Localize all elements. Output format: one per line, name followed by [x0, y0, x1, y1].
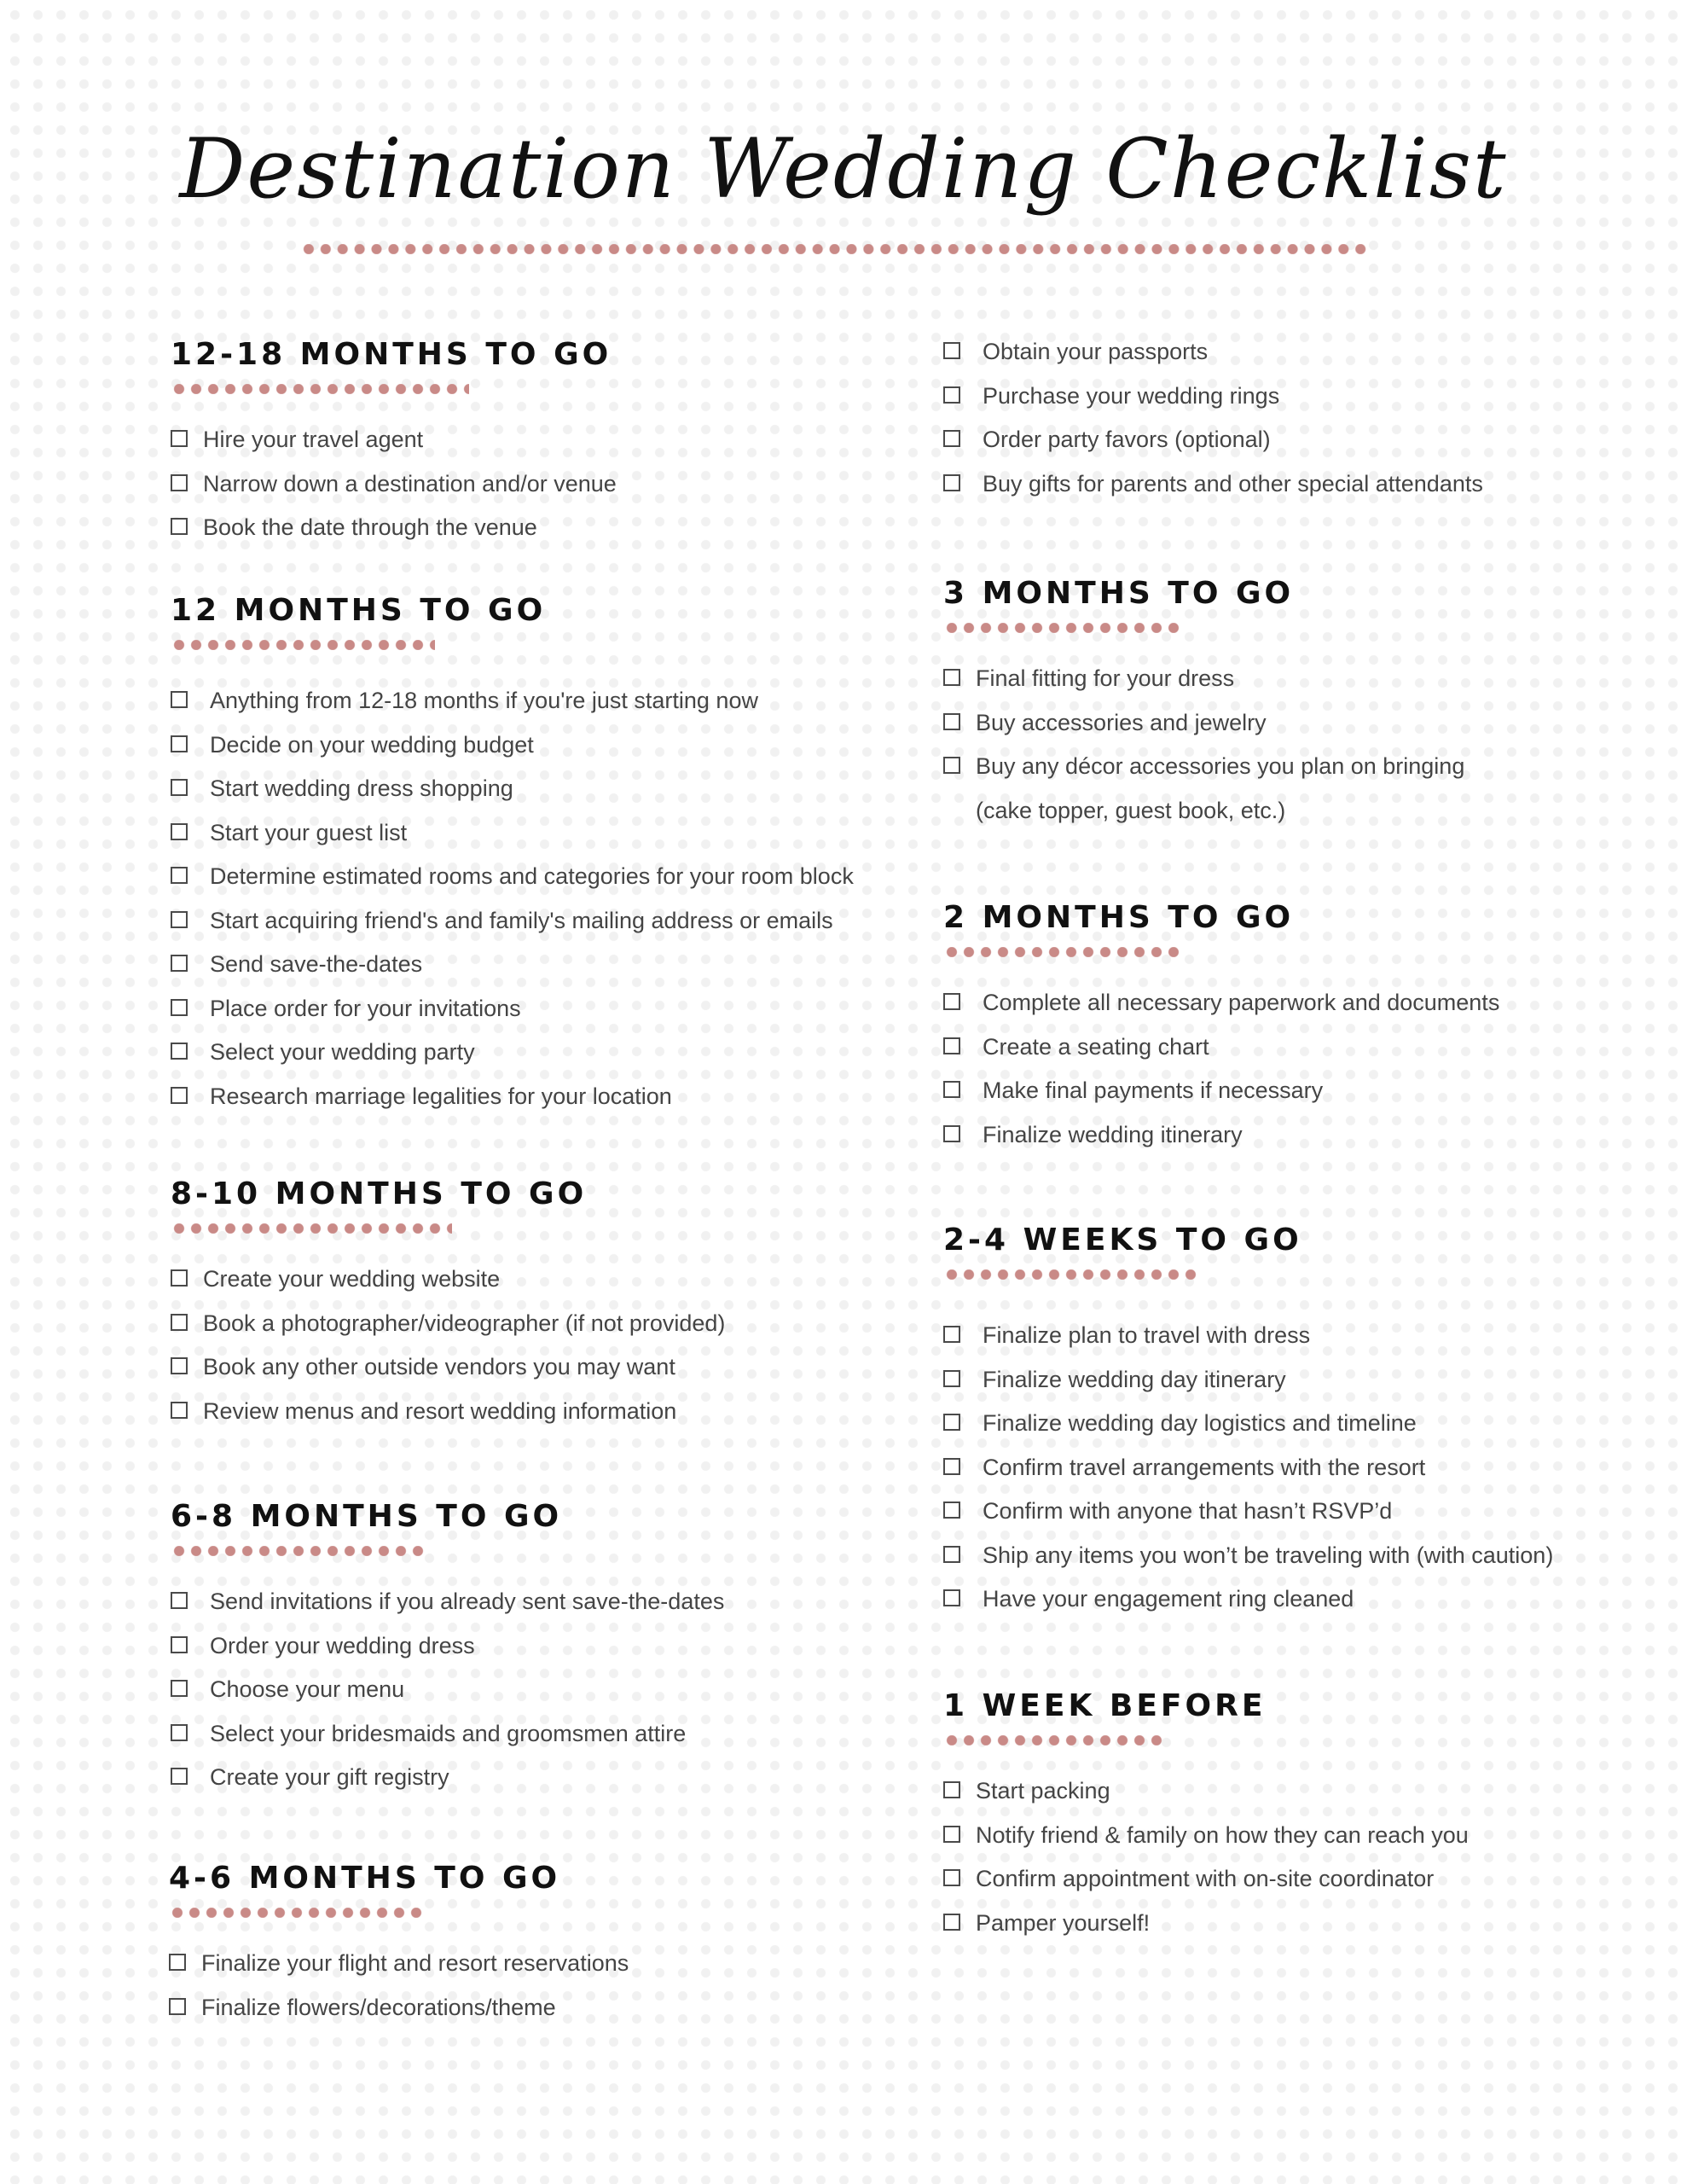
- checklist-item-label: Buy accessories and jewelry: [976, 709, 1267, 735]
- checklist-item: [171, 1390, 677, 1434]
- checklist-item: [171, 679, 758, 723]
- checklist-item-label: Confirm travel arrangements with the resort: [983, 1454, 1426, 1480]
- checklist-item-label: Start wedding dress shopping: [210, 775, 513, 801]
- checklist-item-label: Final fitting for your dress: [976, 665, 1235, 691]
- section-2-4-weeks: [943, 1222, 1554, 1622]
- checklist-item-label: Finalize your flight and resort reservations: [201, 1950, 629, 1976]
- checkbox[interactable]: [171, 1592, 188, 1609]
- checkbox[interactable]: [943, 342, 960, 359]
- checkbox[interactable]: [943, 993, 960, 1010]
- section-1-week-before: [943, 1687, 1469, 1945]
- checklist-item: [169, 1942, 629, 1986]
- checkbox[interactable]: [943, 713, 960, 730]
- checklist-item-label: Order party favors (optional): [983, 427, 1271, 452]
- checklist-item: [943, 1314, 1311, 1358]
- checklist-item-label: Create your wedding website: [203, 1266, 501, 1292]
- checklist-item-label: Confirm appointment with on-site coordinator: [976, 1866, 1435, 1891]
- checkbox[interactable]: [171, 955, 188, 972]
- checkbox[interactable]: [171, 430, 188, 447]
- checklist-item-label: Order your wedding dress: [210, 1632, 475, 1658]
- checkbox[interactable]: [171, 1680, 188, 1697]
- checklist-item: [171, 1075, 672, 1119]
- checklist-item-label: Narrow down a destination and/or venue: [203, 470, 617, 497]
- checklist-item-label: Book the date through the venue: [203, 514, 537, 540]
- checklist-item-label: Have your engagement ring cleaned: [983, 1586, 1354, 1612]
- checkbox[interactable]: [171, 823, 188, 840]
- checkbox[interactable]: [943, 1869, 960, 1886]
- checklist-item: [943, 1814, 1469, 1858]
- checkbox[interactable]: [943, 1826, 960, 1843]
- section-dotted-divider: [943, 623, 1182, 633]
- section-4-6-months: [169, 1860, 629, 2030]
- checklist-item-label: Book any other outside vendors you may want: [203, 1354, 675, 1380]
- section-6-8-months: [171, 1498, 725, 1800]
- checkbox[interactable]: [171, 911, 188, 928]
- checklist-item: [171, 855, 854, 899]
- checkbox[interactable]: [171, 691, 188, 708]
- checklist-item: [171, 811, 546, 856]
- section-3-months: [943, 575, 1465, 833]
- checkbox[interactable]: [171, 867, 188, 884]
- section-2-months: [943, 899, 1500, 1157]
- checklist-item-label: Create a seating chart: [983, 1033, 1209, 1060]
- section-dotted-divider: [171, 640, 435, 650]
- checklist-item-label: Ship any items you won’t be traveling with (with caution): [983, 1542, 1554, 1568]
- checklist-item: [171, 1302, 726, 1346]
- checklist-item-label: Confirm with anyone that hasn’t RSVP’d: [983, 1498, 1393, 1524]
- checklist-item-label: Start your guest list: [210, 819, 408, 845]
- checklist-item-label: Finalize plan to travel with dress: [983, 1322, 1311, 1348]
- checkbox[interactable]: [943, 1914, 960, 1931]
- checkbox[interactable]: [943, 386, 960, 404]
- checkbox[interactable]: [943, 1458, 960, 1475]
- section-12-months: [171, 592, 854, 1118]
- title-dotted-divider: [300, 244, 1368, 254]
- checklist-item-label: Hire your travel agent: [203, 427, 424, 452]
- checklist-item: [171, 1258, 587, 1302]
- checklist-item: [171, 943, 546, 987]
- checklist-item-label: Place order for your invitations: [210, 995, 521, 1021]
- checklist-item: [943, 745, 1465, 789]
- section-8-10-months: [171, 1176, 726, 1433]
- checklist-item: [943, 1902, 1266, 1946]
- section-dotted-divider: [943, 1735, 1165, 1745]
- checklist-item: [171, 987, 546, 1031]
- checklist-item: [943, 981, 1500, 1025]
- checklist-item: [171, 1712, 687, 1757]
- checklist-item-label: Select your bridesmaids and groomsmen attire: [210, 1720, 687, 1746]
- checkbox[interactable]: [943, 1370, 960, 1387]
- checkbox[interactable]: [171, 1269, 188, 1287]
- checklist-item: [171, 418, 612, 462]
- checklist-item: [943, 701, 1294, 746]
- checkbox[interactable]: [171, 999, 188, 1016]
- section-title: 12-18 MONTHS TO GO: [171, 337, 612, 372]
- section-12-18-months: [171, 336, 617, 550]
- checklist-item-label: Anything from 12-18 months if you're just starting now: [210, 688, 758, 713]
- checkbox[interactable]: [171, 779, 188, 796]
- checklist-item: [171, 899, 833, 944]
- section-dotted-divider: [171, 1223, 452, 1234]
- checklist-item-label: Purchase your wedding rings: [983, 382, 1280, 409]
- checklist-item: [943, 1402, 1417, 1446]
- section-title: 4-6 MONTHS TO GO: [169, 1861, 561, 1896]
- checklist-item-label: Review menus and resort wedding information: [203, 1397, 677, 1424]
- checklist-item: [943, 1534, 1554, 1578]
- checklist-item: [171, 723, 546, 768]
- checklist-item: [171, 506, 612, 550]
- checklist-item-label: Make final payments if necessary: [983, 1077, 1324, 1103]
- checklist-item: [943, 1857, 1435, 1902]
- checkbox[interactable]: [943, 757, 960, 774]
- checkbox[interactable]: [171, 1724, 188, 1741]
- checkbox[interactable]: [943, 430, 960, 447]
- checklist-item-continuation-label: (cake topper, guest book, etc.): [976, 797, 1286, 823]
- checkbox[interactable]: [943, 1502, 960, 1519]
- checkbox[interactable]: [943, 1037, 960, 1054]
- checkbox[interactable]: [171, 1043, 188, 1060]
- checklist-item-label: Buy any décor accessories you plan on bringing: [976, 753, 1465, 779]
- checkbox[interactable]: [169, 1954, 186, 1971]
- checkbox[interactable]: [169, 1998, 186, 2015]
- checklist-item: [943, 1113, 1294, 1158]
- checklist-item-label: Obtain your passports: [983, 339, 1209, 364]
- section-title: 6-8 MONTHS TO GO: [171, 1499, 563, 1534]
- checklist-item: [171, 1668, 562, 1712]
- checklist-item-label: Finalize wedding day logistics and timeline: [983, 1410, 1417, 1436]
- section-title: 8-10 MONTHS TO GO: [171, 1176, 588, 1211]
- section-title: 12 MONTHS TO GO: [171, 593, 547, 628]
- checklist-item-label: Buy gifts for parents and other special attendants: [983, 470, 1483, 497]
- checklist-item: [171, 1580, 725, 1624]
- checklist-item: [943, 1025, 1294, 1070]
- section-dotted-divider: [169, 1908, 425, 1918]
- checkbox[interactable]: [171, 1636, 188, 1653]
- checklist-item: [943, 1490, 1393, 1534]
- checkbox[interactable]: [943, 1414, 960, 1431]
- checklist-item-label: Complete all necessary paperwork and documents: [983, 990, 1500, 1015]
- checklist-item-label: Send save-the-dates: [210, 951, 423, 977]
- checklist-item-label: Send invitations if you already sent save-the-dates: [210, 1589, 725, 1614]
- checklist-item-label: Finalize wedding day itinerary: [983, 1366, 1286, 1392]
- checklist-item: [171, 1031, 546, 1075]
- checklist-item: [169, 1986, 560, 2030]
- checkbox[interactable]: [943, 1589, 960, 1606]
- checklist-item-label: Decide on your wedding budget: [210, 731, 534, 758]
- checkbox[interactable]: [171, 518, 188, 535]
- checklist-item-label: Start acquiring friend's and family's mailing address or emails: [210, 907, 833, 933]
- checklist-item-label: Finalize flowers/decorations/theme: [201, 1994, 556, 2020]
- checklist-item: [171, 462, 617, 507]
- checklist-item-label: Book a photographer/videographer (if not provided): [203, 1310, 726, 1336]
- checkbox[interactable]: [943, 1326, 960, 1343]
- checklist-item-label: Choose your menu: [210, 1676, 405, 1702]
- checklist-item-label: Notify friend & family on how they can reach you: [976, 1821, 1469, 1848]
- checklist-item: [171, 1345, 675, 1390]
- checkbox[interactable]: [171, 1768, 188, 1785]
- checklist-item: [171, 1756, 562, 1800]
- checkbox[interactable]: [943, 1546, 960, 1563]
- checklist-item-label: Pamper yourself!: [976, 1909, 1151, 1936]
- section-dotted-divider: [171, 1546, 426, 1556]
- page-title: Destination Wedding Checklist: [179, 121, 1508, 217]
- checklist-item: [943, 1769, 1266, 1814]
- checklist-item: [943, 1446, 1426, 1490]
- checklist-item-label: Select your wedding party: [210, 1039, 475, 1065]
- checkbox[interactable]: [943, 1081, 960, 1098]
- checkbox[interactable]: [943, 669, 960, 686]
- section-title: 2 MONTHS TO GO: [943, 900, 1295, 935]
- checklist-item-label: Start packing: [976, 1778, 1110, 1804]
- checklist-item: [171, 1624, 562, 1669]
- checkbox[interactable]: [171, 1314, 188, 1331]
- checklist-item-label: Create your gift registry: [210, 1764, 449, 1790]
- checklist-item-label: Research marriage legalities for your location: [210, 1083, 672, 1109]
- checklist-item: [943, 657, 1294, 701]
- section-dotted-divider: [171, 384, 469, 394]
- section-dotted-divider: [943, 1269, 1199, 1280]
- checkbox[interactable]: [943, 1781, 960, 1798]
- checklist-item-continuation: [943, 789, 1294, 834]
- checkbox[interactable]: [171, 1357, 188, 1374]
- checkbox[interactable]: [943, 474, 960, 491]
- section-title: 3 MONTHS TO GO: [943, 576, 1295, 611]
- checkbox[interactable]: [171, 735, 188, 752]
- checklist-item-label: Determine estimated rooms and categories for your room block: [210, 863, 854, 889]
- checkbox[interactable]: [171, 1402, 188, 1419]
- checklist-item: [943, 1358, 1302, 1403]
- section-dotted-divider: [943, 947, 1182, 957]
- checklist-item: [171, 767, 546, 811]
- checkbox[interactable]: [171, 1087, 188, 1104]
- checkbox[interactable]: [171, 474, 188, 491]
- checklist-item-label: Finalize wedding itinerary: [983, 1121, 1243, 1147]
- section-title: 2-4 WEEKS TO GO: [943, 1223, 1302, 1258]
- section-title: 1 WEEK BEFORE: [943, 1688, 1267, 1723]
- checklist-item: [943, 1577, 1354, 1622]
- checkbox[interactable]: [943, 1125, 960, 1142]
- checklist-item: [943, 1069, 1324, 1113]
